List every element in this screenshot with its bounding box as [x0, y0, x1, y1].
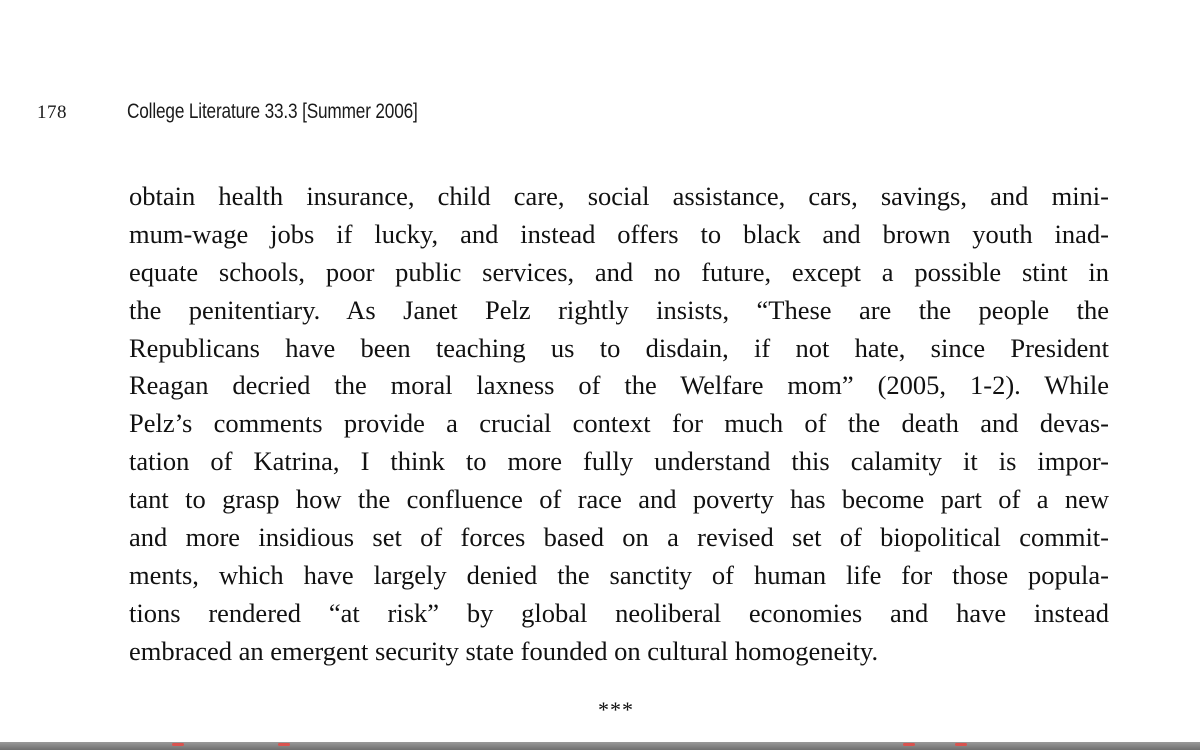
- text-line: equate schools, poor public services, and no future, except a possible stint in: [129, 256, 1109, 287]
- text-line: Republicans have been teaching us to disdain, if not hate, since President: [129, 332, 1109, 363]
- text-line: tant to grasp how the confluence of race and poverty has become part of a new: [129, 484, 1109, 515]
- bar-marker-icon: [278, 743, 290, 746]
- text-line: tation of Katrina, I think to more fully understand this calamity it is impor-: [129, 446, 1109, 477]
- bottom-scrollbar[interactable]: [0, 742, 1200, 750]
- bar-marker-icon: [955, 743, 967, 746]
- running-head: [37, 100, 481, 130]
- page-number: 178: [37, 102, 67, 123]
- section-break: ***: [598, 697, 634, 722]
- bar-marker-icon: [903, 743, 915, 746]
- bar-marker-icon: [172, 743, 184, 746]
- body-paragraph: [129, 178, 1109, 671]
- journal-title: College Literature 33.3 [Summer 2006]: [127, 100, 418, 123]
- text-line: Pelz’s comments provide a crucial context for much of the death and devas-: [129, 408, 1109, 439]
- text-line: mum-wage jobs if lucky, and instead offers to black and brown youth inad-: [129, 218, 1109, 249]
- text-line: the penitentiary. As Janet Pelz rightly insists, “These are the people the: [129, 294, 1109, 325]
- text-line: ments, which have largely denied the sanctity of human life for those popula-: [129, 559, 1109, 590]
- text-line: embraced an emergent security state founded on cultural homogeneity.: [129, 635, 879, 666]
- text-line: Reagan decried the moral laxness of the Welfare mom” (2005, 1-2). While: [129, 370, 1109, 401]
- text-line: and more insidious set of forces based on a revised set of biopolitical commit-: [129, 522, 1109, 553]
- text-line: obtain health insurance, child care, social assistance, cars, savings, and mini-: [129, 181, 1109, 211]
- text-line: tions rendered “at risk” by global neoliberal economies and have instead: [129, 597, 1109, 628]
